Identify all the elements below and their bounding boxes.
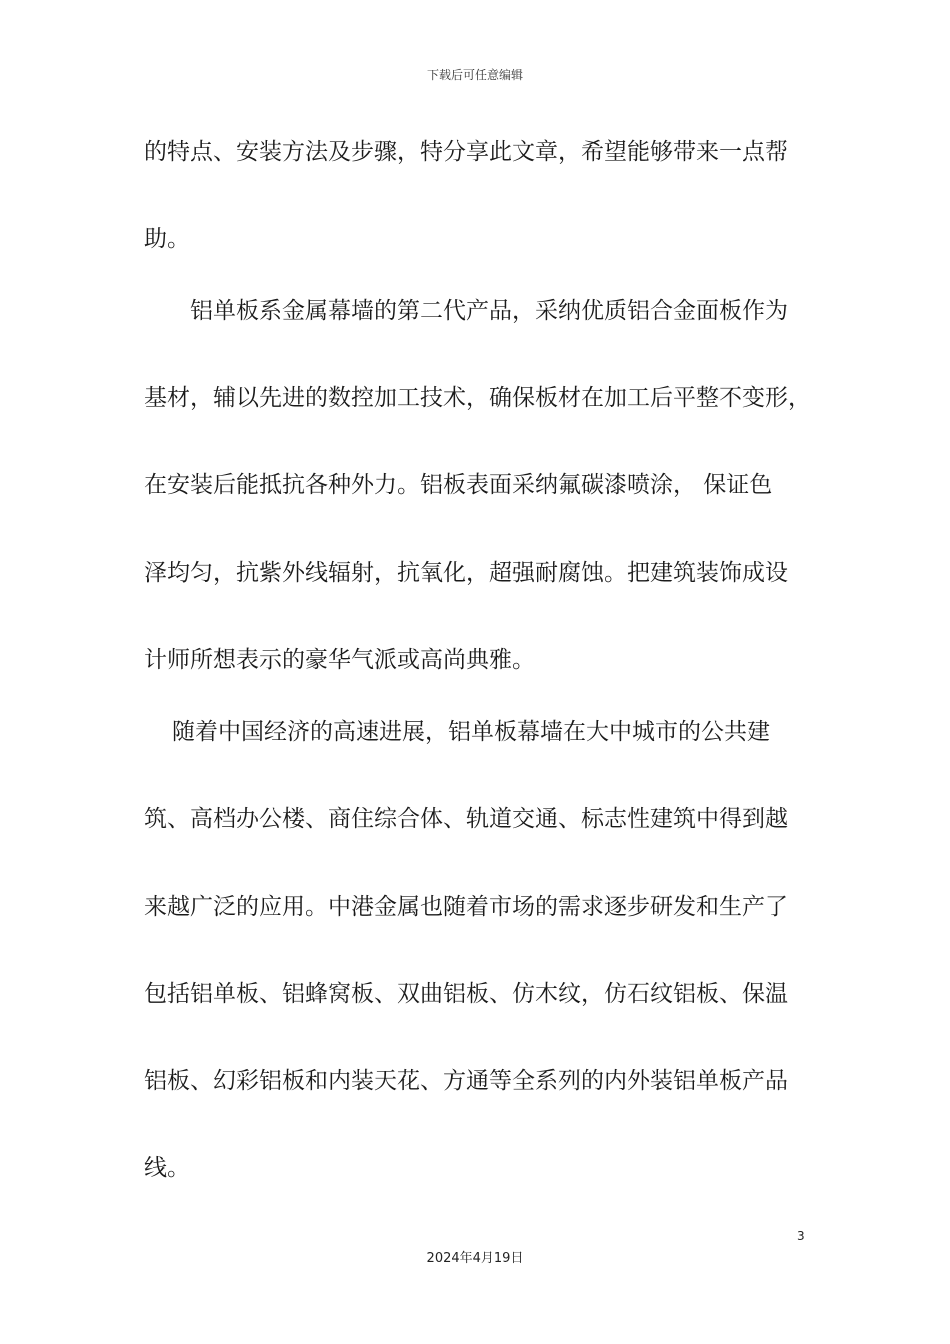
page-number: 3: [797, 1229, 805, 1243]
text-line: 铝板、幻彩铝板和内装天花、方通等全系列的内外装铝单板产品: [144, 1068, 788, 1094]
page-header: 下载后可任意编辑: [426, 68, 523, 82]
paragraph-first-line: 铝单板系金属幕墙的第二代产品，采纳优质铝合金面板作为: [190, 298, 788, 324]
text-line: 的特点、安装方法及步骤，特分享此文章，希望能够带来一点帮: [144, 139, 788, 165]
paragraph-first-line: 随着中国经济的高速进展，铝单板幕墙在大中城市的公共建: [172, 719, 770, 745]
text-line: 来越广泛的应用。中港金属也随着市场的需求逐步研发和生产了: [144, 894, 788, 920]
text-line: 泽均匀，抗紫外线辐射，抗氧化，超强耐腐蚀。把建筑装饰成设: [144, 560, 788, 586]
text-line: 包括铝单板、铝蜂窝板、双曲铝板、仿木纹，仿石纹铝板、保温: [144, 981, 788, 1007]
text-line: 助。: [144, 226, 190, 252]
text-line: 线。: [144, 1155, 190, 1181]
text-line: 基材，辅以先进的数控加工技术，确保板材在加工后平整不变形，: [144, 385, 811, 411]
footer-date: 2024年4月19日: [426, 1251, 524, 1266]
text-line: 在安装后能抵抗各种外力。铝板表面采纳氟碳漆喷涂， 保证色: [144, 472, 773, 498]
text-line: 计师所想表示的豪华气派或高尚典雅。: [144, 647, 535, 673]
text-line: 筑、高档办公楼、商住综合体、轨道交通、标志性建筑中得到越: [144, 806, 788, 832]
